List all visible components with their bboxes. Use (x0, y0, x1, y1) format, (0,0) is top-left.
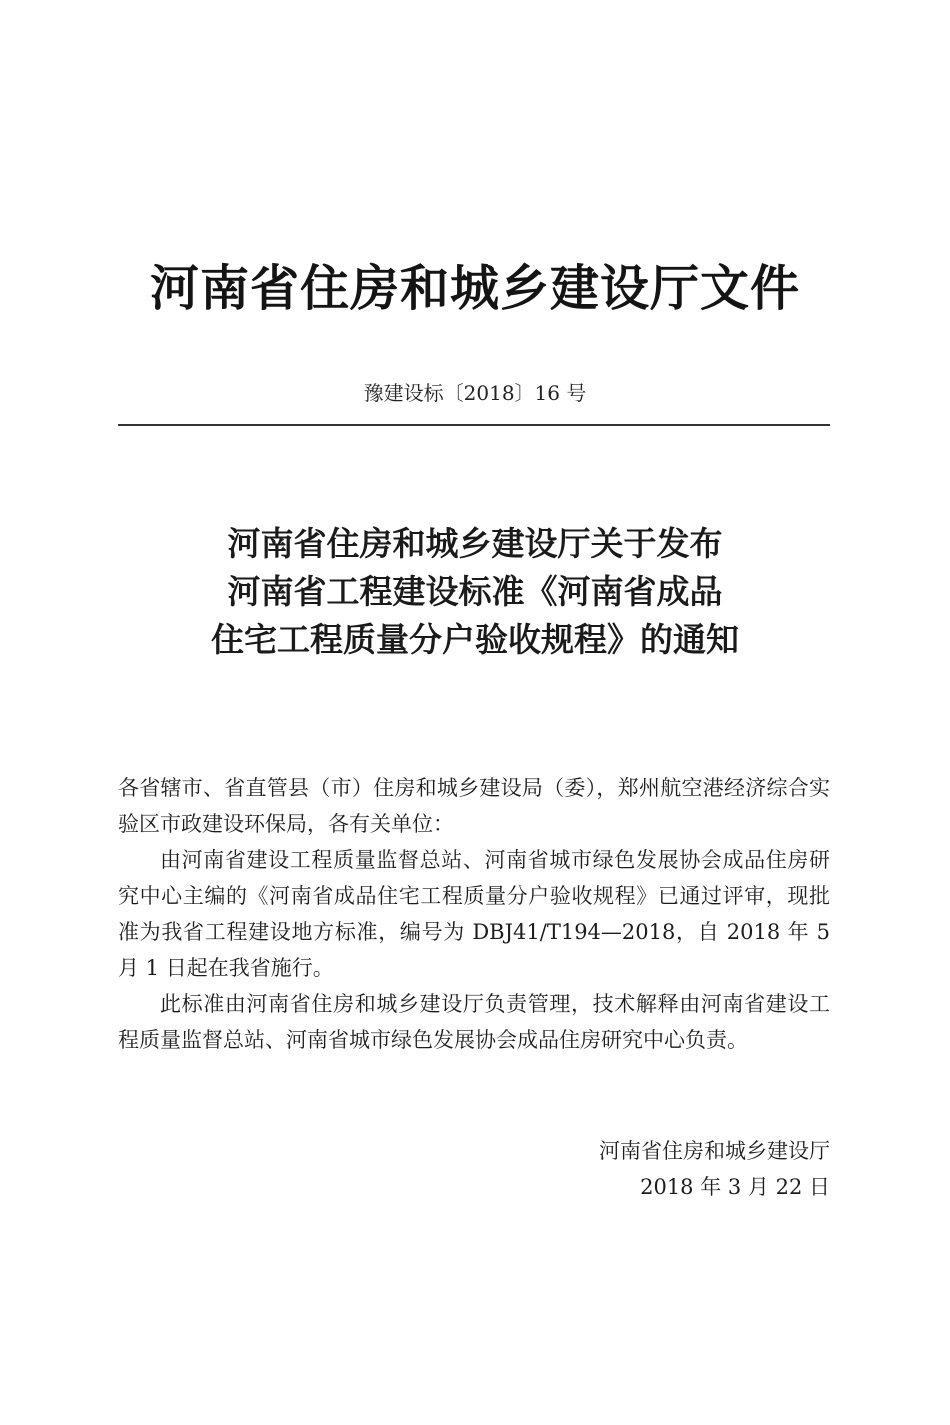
signature-block (420, 1133, 830, 1205)
document-number: 豫建设标〔2018〕16 号 (363, 381, 587, 405)
notice-title-line: 河南省住房和城乡建设厅关于发布 (227, 524, 723, 563)
issue-date: 2018 年 3 月 22 日 (640, 1175, 830, 1199)
header-divider (118, 424, 830, 426)
body-paragraph: 由河南省建设工程质量监督总站、河南省城市绿色发展协会成品住房研究中心主编的《河南省成品住宅工程质量分户验收规程》已通过评审，现批准为我省工程建设地方标准，编号为 DBJ41/T194—2018，自 2018 年 5 月 1 日起在我省施行。 (118, 848, 830, 980)
addressees: 各省辖市、省直管县（市）住房和城乡建设局（委），郑州航空港经济综合实验区市政建设环保局，各有关单位： (118, 776, 830, 836)
issuing-authority-header: 河南省住房和城乡建设厅文件 (149, 260, 800, 317)
issuer-name: 河南省住房和城乡建设厅 (599, 1139, 830, 1163)
body-paragraph: 此标准由河南省住房和城乡建设厅负责管理，技术解释由河南省建设工程质量监督总站、河南省城市绿色发展协会成品住房研究中心负责。 (118, 992, 830, 1052)
notice-body (118, 770, 830, 1058)
notice-title-line: 河南省工程建设标准《河南省成品 (227, 572, 723, 611)
notice-title-line: 住宅工程质量分户验收规程》的通知 (211, 620, 739, 659)
notice-title (0, 520, 950, 664)
